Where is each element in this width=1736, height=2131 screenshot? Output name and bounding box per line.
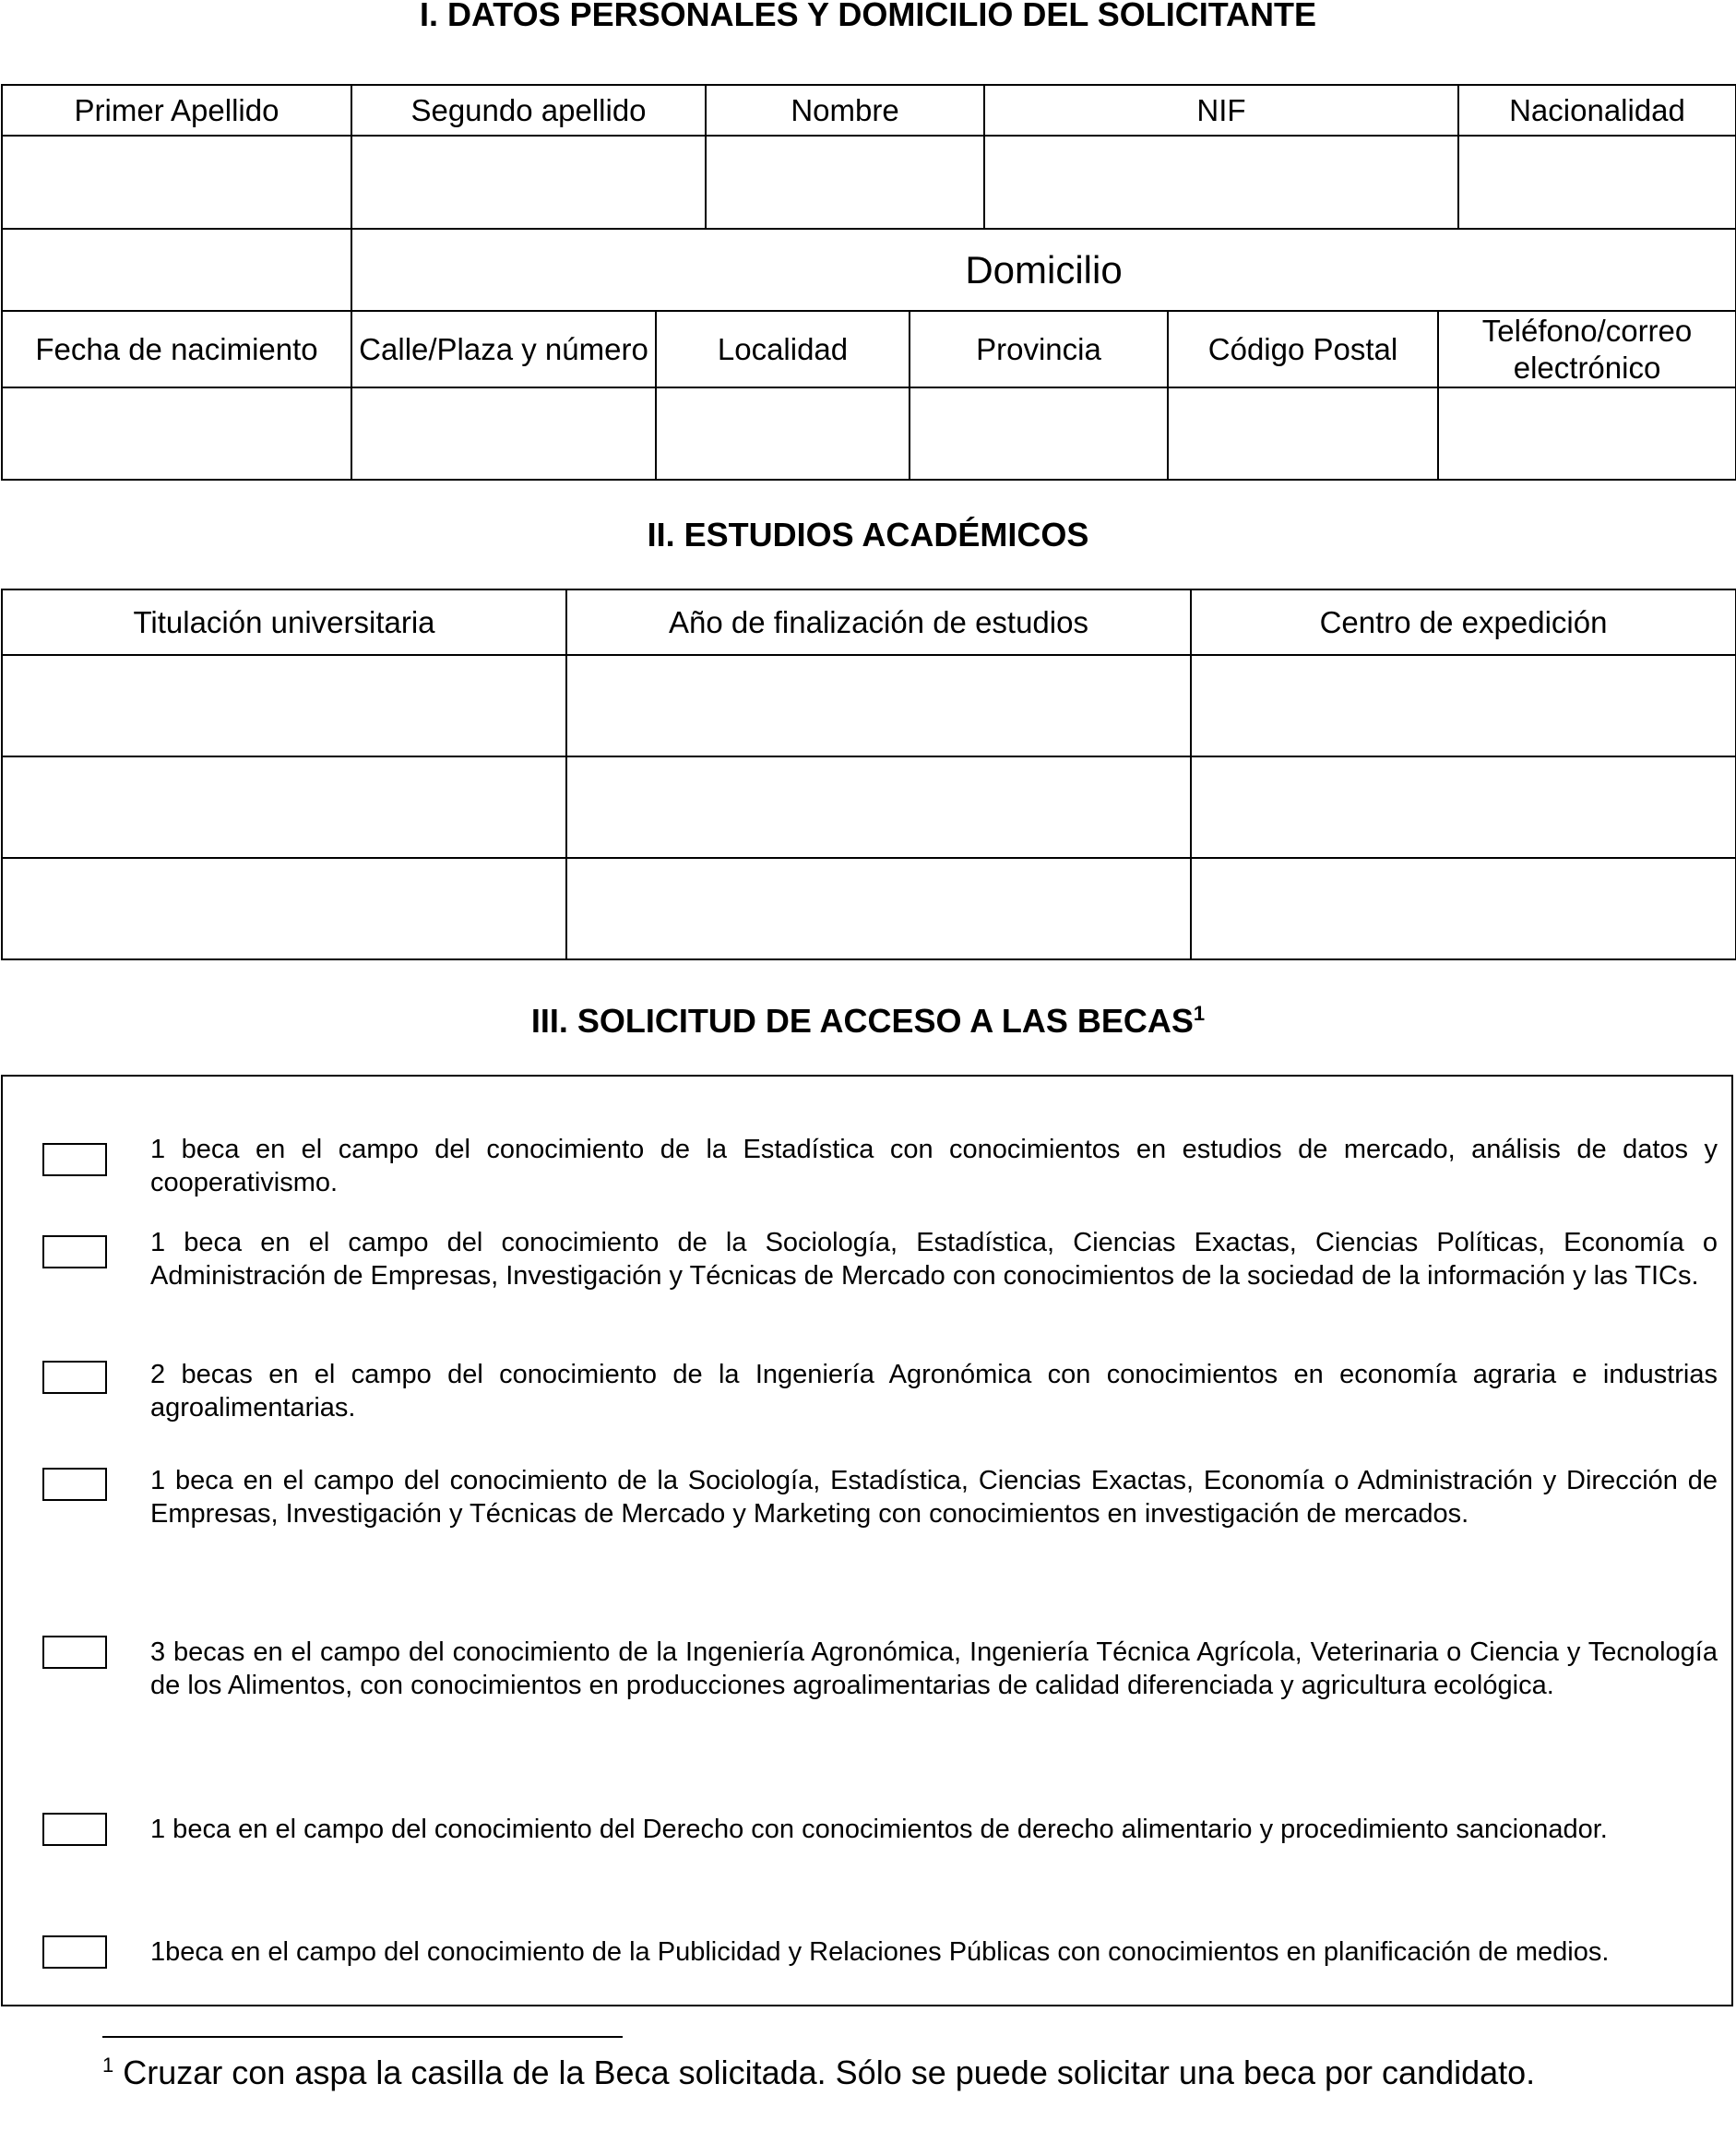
beca-description: 3 becas en el campo del conocimiento de la Ingeniería Agronómica, Ingeniería Técnica Agrícola, Veterinaria o Ciencia y Tecnología de los Alimentos, con conocimientos en producciones agroalimentarias de calidad diferenciada y agricultura ecológica. <box>150 1637 1718 1700</box>
header-primer-apellido: Primer Apellido <box>2 85 351 136</box>
nacionalidad-field[interactable] <box>1458 136 1736 229</box>
academic-studies-table <box>1 589 1736 960</box>
telefono-correo-field[interactable] <box>1438 387 1736 480</box>
header-telefono-correo: Teléfono/correo electrónico <box>1438 311 1736 387</box>
section-1-title: I. DATOS PERSONALES Y DOMICILIO DEL SOLICITANTE <box>419 0 1317 33</box>
beca-description: 1 beca en el campo del conocimiento de la Sociología, Estadística, Ciencias Exactas, Economía o Administración y Dirección de Empresas, Investigación y Técnicas de Mercado y Marketing con conocimientos en investigación de mercados. <box>150 1466 1718 1529</box>
beca-checkbox[interactable] <box>42 1361 107 1394</box>
header-nombre: Nombre <box>706 85 984 136</box>
beca-description: 1 beca en el campo del conocimiento de la Sociología, Estadística, Ciencias Exactas, Ciencias Políticas, Economía o Administración de Empresas, Investigación y Técnicas de Mercado con conocimientos de la sociedad de la información y las TICs. <box>150 1228 1718 1291</box>
header-calle-plaza: Calle/Plaza y número <box>351 311 656 387</box>
header-centro-expedicion: Centro de expedición <box>1191 589 1736 655</box>
titulacion-field[interactable] <box>2 858 566 959</box>
header-ano-finalizacion: Año de finalización de estudios <box>566 589 1191 655</box>
header-nif: NIF <box>984 85 1458 136</box>
footnote-marker: 1 <box>102 2054 114 2077</box>
ano-finalizacion-field[interactable] <box>566 655 1191 756</box>
beca-checkbox[interactable] <box>42 1935 107 1969</box>
personal-data-table <box>1 84 1736 230</box>
section-3-title-text: III. SOLICITUD DE ACCESO A LAS BECAS <box>530 1002 1194 1040</box>
beca-description: 1 beca en el campo del conocimiento del Derecho con conocimientos de derecho alimentario y procedimiento sancionador. <box>150 1815 1608 1844</box>
domicilio-spacer-cell <box>2 229 351 311</box>
segundo-apellido-field[interactable] <box>351 136 706 229</box>
calle-plaza-field[interactable] <box>351 387 656 480</box>
header-segundo-apellido: Segundo apellido <box>351 85 706 136</box>
section-3-title <box>0 1003 1736 1040</box>
header-titulacion: Titulación universitaria <box>2 589 566 655</box>
header-codigo-postal: Código Postal <box>1168 311 1438 387</box>
domicilio-table <box>1 228 1736 481</box>
header-fecha-nacimiento: Fecha de nacimiento <box>2 311 351 387</box>
ano-finalizacion-field[interactable] <box>566 756 1191 858</box>
domicilio-label: Domicilio <box>351 229 1736 311</box>
beca-description: 1 beca en el campo del conocimiento de la Estadística con conocimientos en estudios de mercado, análisis de datos y cooperativismo. <box>150 1135 1718 1197</box>
centro-expedicion-field[interactable] <box>1191 858 1736 959</box>
centro-expedicion-field[interactable] <box>1191 655 1736 756</box>
footnote-separator <box>102 2036 623 2038</box>
beca-description: 1beca en el campo del conocimiento de la Publicidad y Relaciones Públicas con conocimientos en planificación de medios. <box>150 1937 1610 1967</box>
titulacion-field[interactable] <box>2 756 566 858</box>
localidad-field[interactable] <box>656 387 910 480</box>
footnote-text: Cruzar con aspa la casilla de la Beca solicitada. Sólo se puede solicitar una beca por candidato. <box>123 2054 1536 2091</box>
footnote-reference: 1 <box>1193 1002 1206 1025</box>
nombre-field[interactable] <box>706 136 984 229</box>
titulacion-field[interactable] <box>2 655 566 756</box>
fecha-nacimiento-field[interactable] <box>2 387 351 480</box>
codigo-postal-field[interactable] <box>1168 387 1438 480</box>
centro-expedicion-field[interactable] <box>1191 756 1736 858</box>
beca-checkbox[interactable] <box>42 1813 107 1846</box>
beca-checkbox[interactable] <box>42 1468 107 1501</box>
header-localidad: Localidad <box>656 311 910 387</box>
footnote <box>102 2054 1541 2092</box>
primer-apellido-field[interactable] <box>2 136 351 229</box>
beca-description: 2 becas en el campo del conocimiento de la Ingeniería Agronómica con conocimientos en economía agraria e industrias agroalimentarias. <box>150 1360 1718 1423</box>
ano-finalizacion-field[interactable] <box>566 858 1191 959</box>
beca-checkbox[interactable] <box>42 1636 107 1669</box>
beca-checkbox[interactable] <box>42 1143 107 1176</box>
nif-field[interactable] <box>984 136 1458 229</box>
header-nacionalidad: Nacionalidad <box>1458 85 1736 136</box>
header-provincia: Provincia <box>910 311 1168 387</box>
provincia-field[interactable] <box>910 387 1168 480</box>
becas-list <box>1 1075 1733 2006</box>
section-2-title: II. ESTUDIOS ACADÉMICOS <box>647 516 1089 554</box>
beca-checkbox[interactable] <box>42 1235 107 1268</box>
